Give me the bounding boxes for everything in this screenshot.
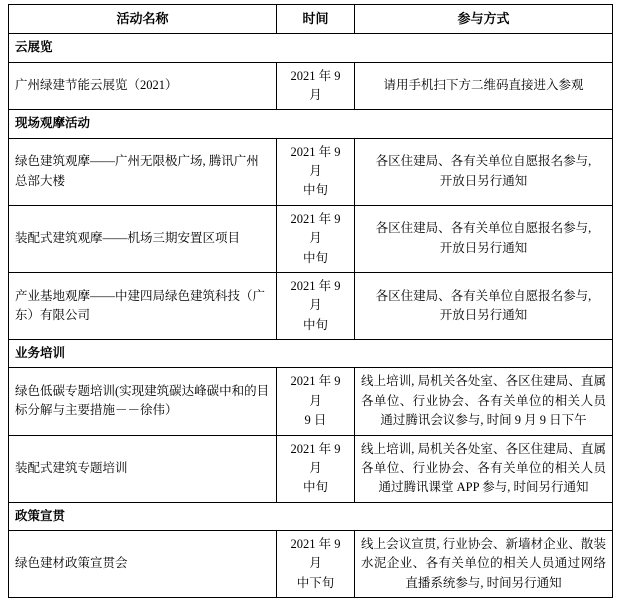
activity-name: 装配式建筑观摩——机场三期安置区项目 xyxy=(9,205,277,272)
join-line: 各区住建局、各有关单位自愿报名参与, xyxy=(375,221,592,236)
activity-name: 绿色建材政策宣贯会 xyxy=(9,531,277,598)
join-line: 各区住建局、各有关单位自愿报名参与, xyxy=(375,154,592,169)
activity-join xyxy=(355,138,613,205)
column-header-time: 时间 xyxy=(277,5,355,34)
time-line: 中旬 xyxy=(302,480,328,495)
table-row xyxy=(9,205,613,272)
table-row xyxy=(9,272,613,339)
table-body xyxy=(9,34,613,598)
time-line: 2021 年 9 月 xyxy=(290,211,341,246)
activity-time xyxy=(277,205,355,272)
section-title: 云展览 xyxy=(9,34,613,62)
table-row xyxy=(9,34,613,62)
activity-join xyxy=(355,435,613,502)
join-line: 线上培训, 局机关各处室、各区住建局、直属各单位、行业协会、各有关单位的相关人员通过腾讯课堂 APP 参与, 时间另行通知 xyxy=(361,441,606,495)
activity-name: 装配式建筑专题培训 xyxy=(9,435,277,502)
activity-time xyxy=(277,531,355,598)
time-line: 2021 年 9 月 xyxy=(290,278,341,313)
time-line: 2021 年 9 月 xyxy=(290,537,341,571)
activity-time xyxy=(277,435,355,502)
column-header-name: 活动名称 xyxy=(9,5,277,34)
table-row xyxy=(9,502,613,530)
time-line: 中下旬 xyxy=(296,575,335,590)
table-row xyxy=(9,435,613,502)
join-line: 各区住建局、各有关单位自愿报名参与, xyxy=(375,288,592,303)
table-header xyxy=(9,5,613,34)
activity-join xyxy=(355,205,613,272)
activity-join xyxy=(355,368,613,435)
join-line: 开放日另行通知 xyxy=(439,173,528,188)
table-row xyxy=(9,340,613,368)
time-line: 2021 年 9 月 xyxy=(290,68,341,102)
time-line: 2021 年 9 月 xyxy=(290,144,341,179)
join-line: 线上培训, 局机关各处室、各区住建局、直属各单位、行业协会、各有关单位的相关人员通过腾讯会议参与, 时间 9 月 9 日下午 xyxy=(361,374,606,428)
activity-time xyxy=(277,138,355,205)
join-line: 开放日另行通知 xyxy=(439,240,528,255)
table-row xyxy=(9,138,613,205)
activity-time xyxy=(277,368,355,435)
table-header-row xyxy=(9,5,613,34)
section-title: 业务培训 xyxy=(9,340,613,368)
activity-join xyxy=(355,62,613,110)
activity-name: 绿色建筑观摩——广州无限极广场, 腾讯广州总部大楼 xyxy=(9,138,277,205)
table-row xyxy=(9,531,613,598)
join-line: 请用手机扫下方二维码直接进入参观 xyxy=(383,78,584,93)
column-header-join: 参与方式 xyxy=(355,5,613,34)
join-line: 线上会议宣贯, 行业协会、新墙材企业、散装水泥企业、各有关单位的相关人员通过网络直播系统参与, 时间另行通知 xyxy=(361,537,606,590)
time-line: 中旬 xyxy=(302,317,328,332)
time-line: 9 日 xyxy=(304,413,327,428)
activity-time xyxy=(277,272,355,339)
join-line: 开放日另行通知 xyxy=(439,307,528,322)
section-title: 政策宣贯 xyxy=(9,502,613,530)
time-line: 2021 年 9 月 xyxy=(290,441,341,475)
table-row xyxy=(9,62,613,110)
activity-join xyxy=(355,272,613,339)
activity-name: 广州绿建节能云展览（2021） xyxy=(9,62,277,110)
activity-join xyxy=(355,531,613,598)
activity-table xyxy=(8,4,613,598)
time-line: 中旬 xyxy=(302,183,328,198)
activity-name: 产业基地观摩——中建四局绿色建筑科技（广东）有限公司 xyxy=(9,272,277,339)
table-row xyxy=(9,110,613,138)
table-row xyxy=(9,368,613,435)
time-line: 2021 年 9 月 xyxy=(290,374,341,408)
activity-time xyxy=(277,62,355,110)
section-title: 现场观摩活动 xyxy=(9,110,613,138)
time-line: 中旬 xyxy=(302,250,328,265)
activity-name: 绿色低碳专题培训(实现建筑碳达峰碳中和的目标分解与主要措施－－徐伟） xyxy=(9,368,277,435)
